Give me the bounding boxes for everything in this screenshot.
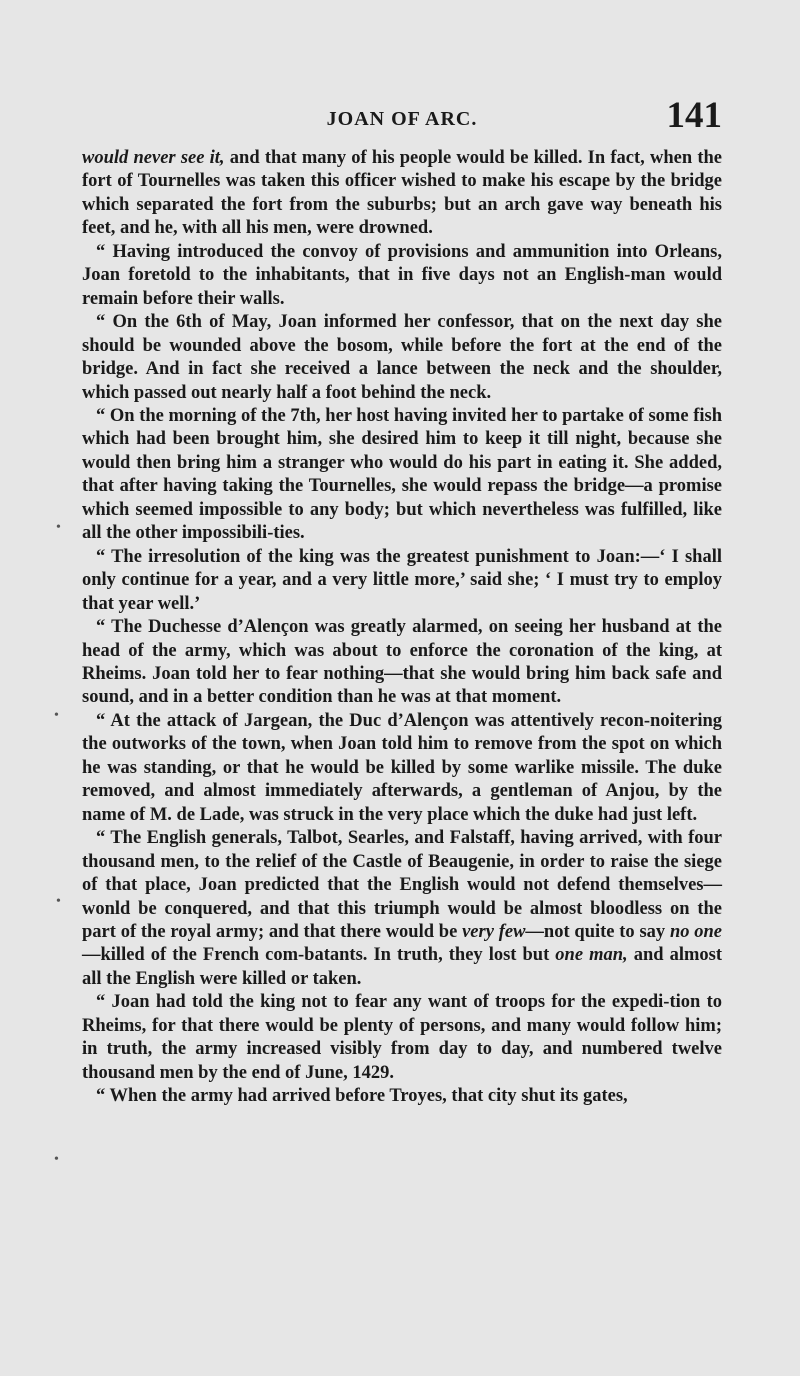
paragraph: “ When the army had arrived before Troyes, that city shut its gates, [96, 1086, 628, 1107]
running-title: JOAN OF ARC. [326, 108, 478, 130]
paragraph: “ On the morning of the 7th, her host having invited her to partake of some fish which had been brought him, she desired him to keep it till night, because she would then bring him a stranger who would do his part in eating it. She added, that after having taking the Tournelles, she would repass the bridge—a promise which seemed impossible to any body; but which nevertheless was fulfilled, like all the other impossibili-ties. [82, 405, 722, 544]
italic-phrase: one man, [555, 945, 628, 966]
body-text [82, 147, 722, 1109]
italic-phrase: no one [669, 921, 723, 942]
paragraph: “ At the attack of Jargean, the Duc d’Alençon was attentively recon-noitering the outworks of the town, when Joan told him to remove from the spot on which he was standing, or that he would be killed by some warlike missile. The duke removed, and almost immediately afterwards, a gentleman of Anjou, by the name of M. de Lade, was struck in the very place which the duke had just left. [82, 710, 722, 825]
margin-speck: • [56, 520, 61, 535]
paragraph: “ On the 6th of May, Joan informed her confessor, that on the next day she should be wounded above the bosom, while before the fort at the end of the bridge. And in fact she received a lance between the neck and the shoulder, which passed out nearly half a foot behind the neck. [82, 312, 722, 403]
margin-speck: • [54, 708, 59, 723]
margin-speck: • [56, 894, 61, 909]
page-header [82, 90, 722, 140]
paragraph: “ Joan had told the king not to fear any want of troops for the expedi-tion to Rheims, for that there would be plenty of persons, and many would follow him; in truth, the army increased visibly from day to day, and numbered twelve thousand men by the end of June, 1429. [82, 992, 722, 1083]
paragraph: “ The Duchesse d’Alençon was greatly alarmed, on seeing her husband at the head of the army, which was about to enforce the coronation of the king, at Rheims. Joan told her to fear nothing—that she would bring him back safe and sound, and in a better condition than he was at that moment. [82, 617, 722, 708]
paragraph: would never see it, and that many of his people would be killed. In fact, when the fort of Tournelles was taken this officer wished to make his escape by the bridge which separated the fort from the suburbs; but an arch gave way beneath his feet, and he, with all his men, were drowned. [82, 148, 722, 239]
paragraph: “ The irresolution of the king was the greatest punishment to Joan:—‘ I shall only continue for a year, and a very little more,’ said she; ‘ I must try to employ that year well.’ [82, 546, 722, 614]
italic-phrase: very few [462, 921, 526, 942]
margin-speck: • [54, 1152, 59, 1167]
italic-phrase: would never see it, [82, 148, 225, 168]
paragraph: “ The English generals, Talbot, Searles, and Falstaff, having arrived, with four thousand men, to the relief of the Castle of Beaugenie, in order to raise the siege of that place, Joan predicted that the English would not defend themselves—wonld be conquered, and that this triumph would be almost bloodless on the part of the royal army; and that there would be very few—not quite to say no one—killed of the French com-batants. In truth, they lost but one man, and almost all the English were killed or taken. [82, 828, 723, 989]
page-number: 141 [666, 95, 722, 136]
paragraph: “ Having introduced the convoy of provisions and ammunition into Orleans, Joan foretold to the inhabitants, that in five days not an English-man would remain before their walls. [82, 241, 722, 309]
